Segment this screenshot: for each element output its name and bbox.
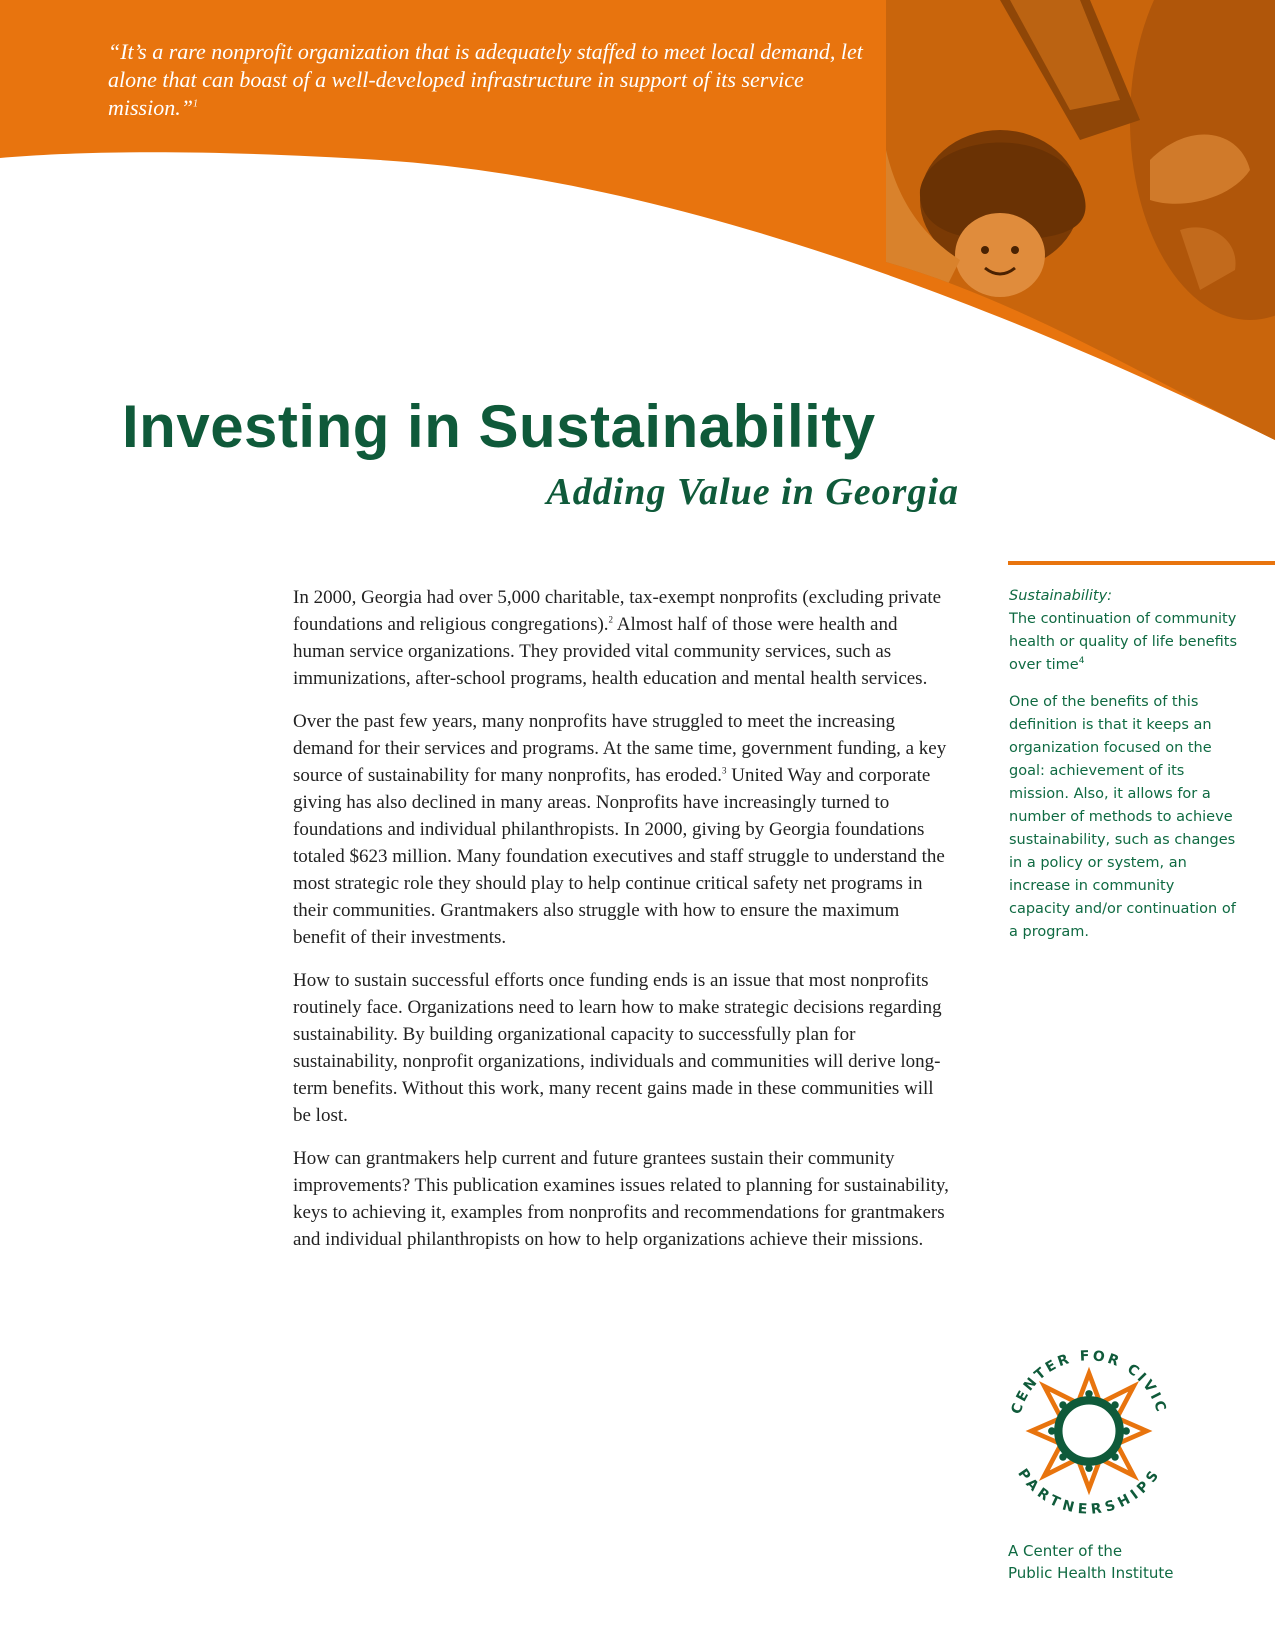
body-paragraph-3: How to sustain successful efforts once funding ends is an issue that most nonprofits routinely face. Organizations need to learn how to make strategic decisions regarding sustainability. By building organizational capacity to successfully plan for sustainability, nonprofit organizations, individuals and communities will derive long-term benefits. Without this work, many recent gains made in these communities will be lost. xyxy=(293,970,942,1126)
footnote-ref-4: 4 xyxy=(1078,656,1085,667)
star-circle-people-logo xyxy=(1031,1373,1146,1488)
page-subtitle: Adding Value in Georgia xyxy=(546,471,959,513)
sidebar xyxy=(1009,585,1239,958)
footnote-ref-2: 2 xyxy=(608,614,614,625)
header-banner xyxy=(0,0,1275,440)
body-paragraph-2-part-a: Over the past few years, many nonprofits have struggled to meet the increasing demand for their services and programs. At the same time, government funding, a key source of sustainability for many nonprofits, has eroded. xyxy=(293,711,947,786)
body-paragraph-1-part-a: In 2000, Georgia had over 5,000 charitable, tax-exempt nonprofits (excluding private foundations and religious congregations). xyxy=(293,587,942,635)
logo-bottom-text: PARTNERSHIPS xyxy=(1014,1465,1164,1518)
pull-quote-text: “It’s a rare nonprofit organization that is adequately staffed to meet local demand, let alone that can boast of a well-developed infrastructure in support of its service mission.” xyxy=(108,39,863,120)
child-with-hat-photo xyxy=(886,0,1275,440)
quote-footnote-ref: 1 xyxy=(192,98,198,110)
logo-top-text: CENTER FOR CIVIC xyxy=(1008,1348,1170,1417)
institution-credit xyxy=(1008,1540,1228,1584)
pull-quote xyxy=(108,38,868,122)
svg-text:CENTER FOR CIVIC xyxy=(1008,1348,1169,1416)
body-paragraph-1 xyxy=(293,584,953,692)
sidebar-note: One of the benefits of this definition is that it keeps an organization focused on the goal: achievement of its mission. Also, it allows for a number of methods to achieve sustainability, such as changes in a policy or system, an increase in community capacity and/or continuation of a program. xyxy=(1009,694,1236,940)
sidebar-term: Sustainability: xyxy=(1009,588,1113,604)
body-paragraph-2-part-b: United Way and corporate giving has also declined in many areas. Nonprofits have increasingly turned to foundations and individual philanthropists. In 2000, giving by Georgia foundations totaled $623 million. Many foundation executives and staff struggle to understand the most strategic role they should play to help continue critical safety net programs in their communities. Grantmakers also struggle with how to ensure the maximum benefit of their investments. xyxy=(293,765,945,948)
sidebar-divider xyxy=(1008,561,1275,565)
sidebar-definition xyxy=(1009,608,1239,677)
sidebar-definition-text: The continuation of community health or quality of life benefits over time xyxy=(1009,611,1238,673)
body-paragraph-2 xyxy=(293,708,953,951)
main-body xyxy=(293,584,953,1269)
credit-line-1: A Center of the xyxy=(1008,1542,1123,1560)
page-title: Investing in Sustainability xyxy=(122,393,876,460)
body-paragraph-1-part-b: Almost half of those were health and human service organizations. They provided vital community services, such as immunizations, after-school programs, health education and mental health services. xyxy=(293,614,928,689)
body-paragraph-4: How can grantmakers help current and future grantees sustain their community improvements? This publication examines issues related to planning for sustainability, keys to achieving it, examples from nonprofits and recommendations for grantmakers and individual philanthropists on how to help organizations achieve their missions. xyxy=(293,1148,949,1250)
footnote-ref-3: 3 xyxy=(721,765,727,776)
credit-line-2: Public Health Institute xyxy=(1008,1564,1174,1582)
center-for-civic-partnerships-logo xyxy=(996,1338,1182,1524)
